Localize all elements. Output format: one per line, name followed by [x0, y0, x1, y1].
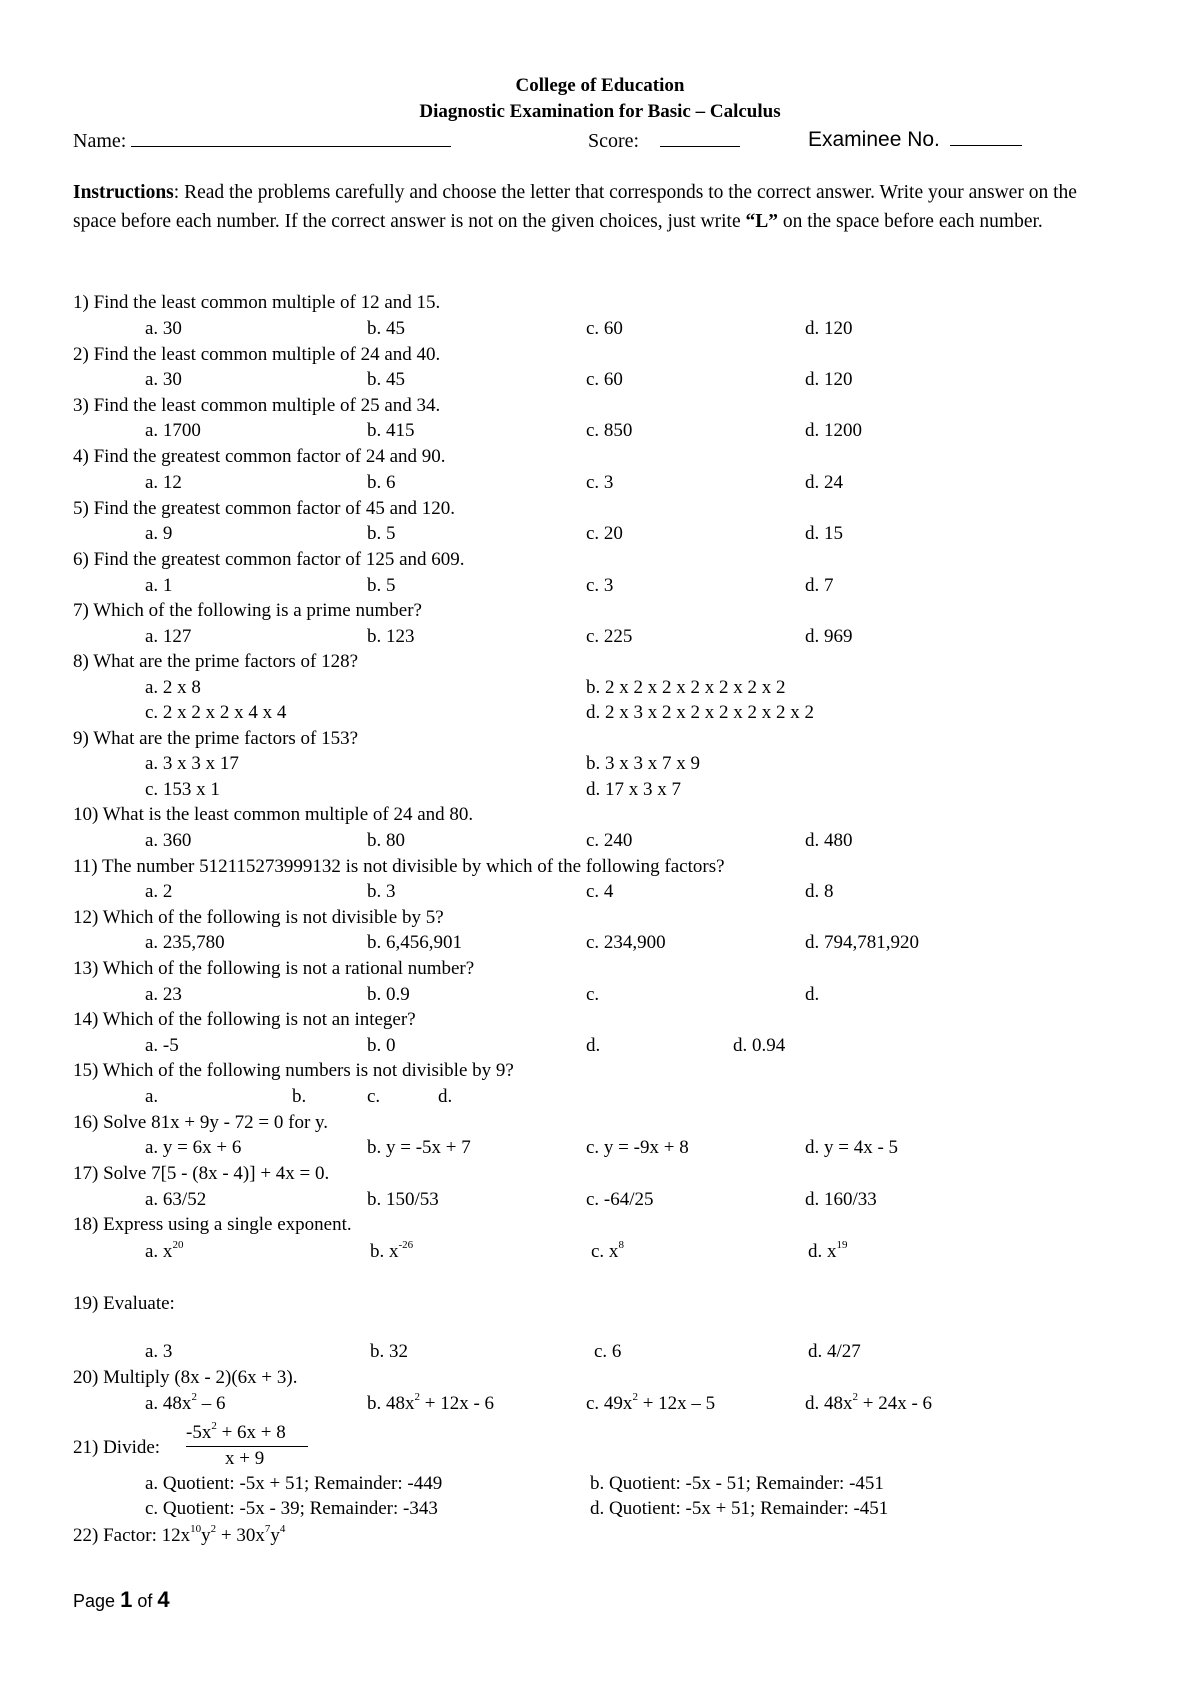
choice: a. 30 [145, 318, 182, 339]
score-blank[interactable] [660, 128, 740, 147]
choice: d. 2 x 3 x 2 x 2 x 2 x 2 x 2 x 2 [586, 702, 814, 723]
choice: b. 415 [367, 420, 415, 441]
choice: b. 3 x 3 x 7 x 9 [586, 753, 700, 774]
question-11: 11) The number 512115273999132 is not divisible by which of the following factors? [73, 856, 725, 877]
choice: b. $48x^2 + 12x - 6$ [367, 1390, 495, 1414]
choice: b. 5 [367, 575, 396, 596]
choice: b. 45 [367, 369, 405, 390]
choice: c. $x^8$ [591, 1238, 624, 1262]
choice: b. $x^{-26}$ [370, 1238, 414, 1262]
examinee-label: Examinee No. [808, 128, 940, 151]
choice: c. $49x^2 + 12x - 5$ [586, 1390, 716, 1414]
choice: d. 7 [805, 575, 834, 596]
choice: d. 794,781,920 [805, 932, 919, 953]
choice: c. -64/25 [586, 1189, 654, 1210]
question-9: 9) What are the prime factors of 153? [73, 728, 359, 749]
choice: a. 3 [145, 1341, 173, 1362]
choice: d. 0.94 [733, 1035, 786, 1056]
choice: d. 969 [805, 626, 853, 647]
page-number: Page 1 of 4 [73, 1587, 170, 1612]
choice: c. 3 [586, 472, 614, 493]
choice: c. 234,900 [586, 932, 666, 953]
question-14: 14) Which of the following is not an integer? [73, 1009, 416, 1030]
instructions [73, 178, 1113, 236]
choice: d. 160/33 [805, 1189, 877, 1210]
choice: b. 80 [367, 830, 405, 851]
choice: d. $x^{19}$ [808, 1238, 848, 1262]
question-8: 8) What are the prime factors of 128? [73, 651, 359, 672]
exam-title: Diagnostic Examination for Basic – Calculus [419, 101, 781, 122]
choice: b. 6,456,901 [367, 932, 462, 953]
choice: a. 2 x 8 [145, 677, 201, 698]
choice: c. 60 [586, 318, 623, 339]
choice: b. 45 [367, 318, 405, 339]
question-20: 20) Multiply (8x - 2)(6x + 3). [73, 1367, 298, 1388]
choice: c. 60 [586, 369, 623, 390]
choice: c. 2 x 2 x 2 x 4 x 4 [145, 702, 287, 723]
choice: d. $48x^2 + 24x - 6$ [805, 1390, 933, 1414]
choice: b. 3 [367, 881, 396, 902]
choice: c. 4 [586, 881, 614, 902]
choice: a. y = 6x + 6 [145, 1137, 242, 1158]
choice: d. 120 [805, 318, 853, 339]
choice: d. [438, 1086, 453, 1107]
choice: a. 2 [145, 881, 173, 902]
question-3: 3) Find the least common multiple of 25 and 34. [73, 395, 441, 416]
choice: d. 8 [805, 881, 834, 902]
choice: a. 127 [145, 626, 192, 647]
choice: b. 0 [367, 1035, 396, 1056]
choice: a. [145, 1086, 159, 1107]
choice: d. 24 [805, 472, 843, 493]
choice: b. 123 [367, 626, 415, 647]
choice: d. [586, 1035, 601, 1056]
choice: d. y = 4x - 5 [805, 1137, 899, 1158]
choice: c. [586, 984, 600, 1005]
choice: a. 3 x 3 x 17 [145, 753, 239, 774]
choice: b. 32 [370, 1341, 408, 1362]
instructions-label: Instructions [73, 182, 174, 203]
question-5: 5) Find the greatest common factor of 45 and 120. [73, 498, 456, 519]
instructions-text: : Read the problems carefully and choose the letter that corresponds to the correct answer. Write your answer on the space before each number. If the correct answer is not on the given choices, just write [73, 182, 1077, 232]
choice: d. 480 [805, 830, 853, 851]
choice: b. 6 [367, 472, 396, 493]
question-16: 16) Solve 81x + 9y - 72 = 0 for y. [73, 1112, 329, 1133]
fraction-denominator: x + 9 [225, 1448, 265, 1469]
choice: b. 2 x 2 x 2 x 2 x 2 x 2 x 2 [586, 677, 786, 698]
choice: a. 235,780 [145, 932, 225, 953]
question-2: 2) Find the least common multiple of 24 and 40. [73, 344, 441, 365]
choice: d. Quotient: -5x + 51; Remainder: -451 [590, 1498, 889, 1519]
choice: c. 20 [586, 523, 623, 544]
name-label: Name: [73, 130, 127, 152]
question-17: 17) Solve 7[5 - (8x - 4)] + 4x = 0. [73, 1163, 330, 1184]
score-field-row [588, 128, 740, 153]
college-title: College of Education [515, 75, 685, 96]
choice: b. 150/53 [367, 1189, 439, 1210]
fraction-numerator: $-5x^2 + 6x + 8$ [186, 1421, 308, 1447]
question-7: 7) Which of the following is a prime number? [73, 600, 422, 621]
choice: a. 1700 [145, 420, 201, 441]
question-22: 22) Factor: $12x^{10}y^2 + 30x^7y^4$ [73, 1522, 286, 1546]
choice: c. 153 x 1 [145, 779, 220, 800]
choice: d. 4/27 [808, 1341, 861, 1362]
choice: a. -5 [145, 1035, 179, 1056]
letter-l: “L” [745, 211, 779, 232]
choice: c. 3 [586, 575, 614, 596]
question-21: 21) Divide: [73, 1437, 161, 1458]
choice: d. 1200 [805, 420, 862, 441]
choice: c. Quotient: -5x - 39; Remainder: -343 [145, 1498, 438, 1519]
question-4: 4) Find the greatest common factor of 24 and 90. [73, 446, 446, 467]
question-1: 1) Find the least common multiple of 12 and 15. [73, 292, 441, 313]
choice: c. [367, 1086, 381, 1107]
choice: b. [292, 1086, 307, 1107]
choice: b. y = -5x + 7 [367, 1137, 471, 1158]
choice: c. 6 [594, 1341, 622, 1362]
question-18: 18) Express using a single exponent. [73, 1214, 352, 1235]
choice: d. 17 x 3 x 7 [586, 779, 681, 800]
choice: a. 9 [145, 523, 173, 544]
choice: c. 240 [586, 830, 633, 851]
choice: a. $x^{20}$ [145, 1238, 184, 1262]
question-12: 12) Which of the following is not divisible by 5? [73, 907, 444, 928]
score-label: Score: [588, 130, 640, 152]
choice: a. Quotient: -5x + 51; Remainder: -449 [145, 1473, 443, 1494]
choice: a. 30 [145, 369, 182, 390]
choice: c. 850 [586, 420, 633, 441]
choice: a. 360 [145, 830, 192, 851]
choice: b. 0.9 [367, 984, 410, 1005]
choice: a. 12 [145, 472, 182, 493]
name-blank[interactable] [131, 128, 451, 147]
question-15: 15) Which of the following numbers is not divisible by 9? [73, 1060, 514, 1081]
choice: d. 15 [805, 523, 843, 544]
question-10: 10) What is the least common multiple of 24 and 80. [73, 804, 474, 825]
choice: d. 120 [805, 369, 853, 390]
choice: c. y = -9x + 8 [586, 1137, 689, 1158]
question-6: 6) Find the greatest common factor of 125 and 609. [73, 549, 465, 570]
choice: c. 225 [586, 626, 633, 647]
instructions-text-end: on the space before each number. [778, 211, 1043, 232]
examinee-blank[interactable] [950, 127, 1022, 146]
choice: d. [805, 984, 820, 1005]
choice: b. 5 [367, 523, 396, 544]
name-field-row [73, 128, 451, 153]
choice: a. 1 [145, 575, 173, 596]
examinee-field-row [808, 127, 1022, 152]
choice: a. 23 [145, 984, 182, 1005]
question-19: 19) Evaluate: [73, 1293, 175, 1314]
choice: b. Quotient: -5x - 51; Remainder: -451 [590, 1473, 884, 1494]
choice: a. 63/52 [145, 1189, 207, 1210]
question-13: 13) Which of the following is not a rational number? [73, 958, 475, 979]
choice: a. $48x^2 - 6$ [145, 1390, 226, 1414]
